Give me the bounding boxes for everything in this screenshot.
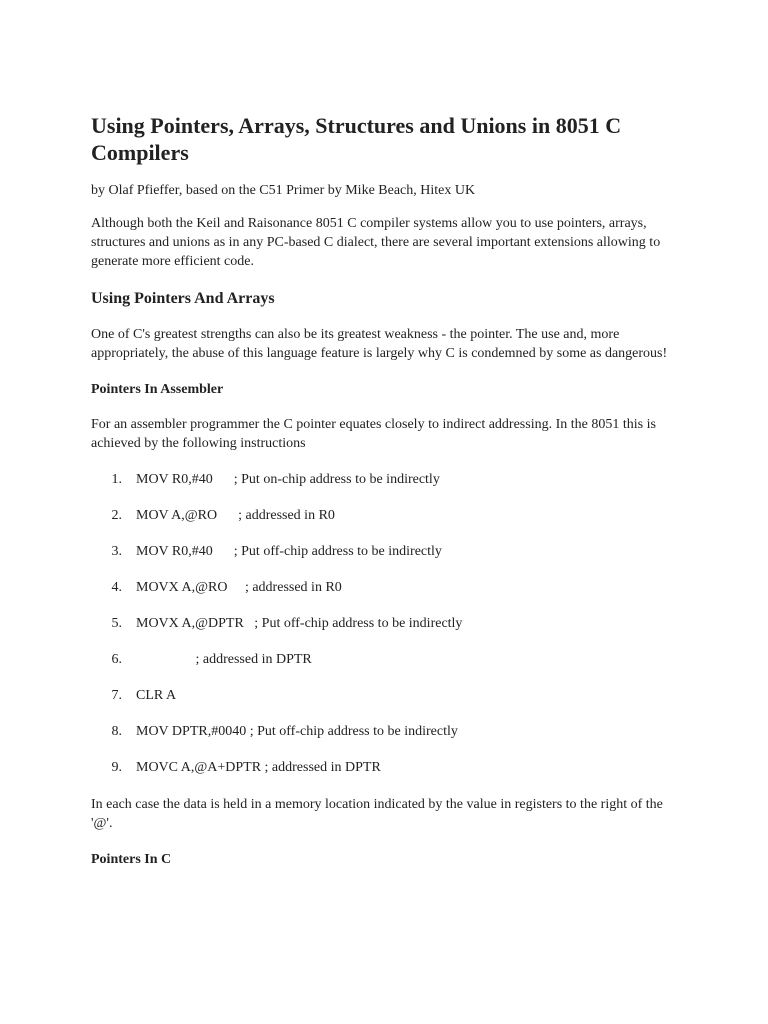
list-item [91,507,681,525]
list-text: MOVX A,@RO ; addressed in R0 [136,580,342,595]
section-paragraph: One of C's greatest strengths can also be its greatest weakness - the pointer. The use and, more appropriately, the abuse of this language feature is largely why C is condemned by some as dangerous! [91,327,668,361]
list-number: 7. [111,688,122,703]
list-item [91,615,681,633]
list-text: MOV A,@RO ; addressed in R0 [136,508,335,523]
list-number: 2. [111,508,122,523]
intro-paragraph: Although both the Keil and Raisonance 8051 C compiler systems allow you to use pointers, arrays, structures and unions as in any PC-based C dialect, there are several important extensions allowing to generate more efficient code. [91,216,661,269]
list-item [91,579,681,597]
list-text: MOV R0,#40 ; Put on-chip address to be indirectly [136,472,440,487]
list-text: MOV DPTR,#0040 ; Put off-chip address to be indirectly [136,724,458,739]
after-list-paragraph: In each case the data is held in a memory location indicated by the value in registers to the right of the '@'. [91,797,663,831]
list-item [91,651,681,669]
list-text: ; addressed in DPTR [136,652,312,667]
subsection-paragraph: For an assembler programmer the C pointer equates closely to indirect addressing. In the 8051 this is achieved by the following instructions [91,417,656,451]
list-number: 9. [111,760,122,775]
list-item [91,723,681,741]
list-number: 3. [111,544,122,559]
list-number: 1. [111,472,122,487]
list-number: 8. [111,724,122,739]
list-text: MOVX A,@DPTR ; Put off-chip address to be indirectly [136,616,463,631]
list-text: CLR A [136,688,177,703]
list-item [91,687,681,705]
instruction-list [91,471,681,777]
list-number: 6. [111,652,122,667]
list-number: 4. [111,580,122,595]
list-number: 5. [111,616,122,631]
list-item [91,471,681,489]
document-page [91,112,681,885]
byline: by Olaf Pfieffer, based on the C51 Primer by Mike Beach, Hitex UK [91,183,476,198]
list-item [91,759,681,777]
document-title: Using Pointers, Arrays, Structures and Unions in 8051 C Compilers [91,113,622,165]
subheading-pointers-assembler: Pointers In Assembler [91,382,224,397]
section-heading-pointers-arrays: Using Pointers And Arrays [91,290,275,307]
list-item [91,543,681,561]
list-text: MOV R0,#40 ; Put off-chip address to be indirectly [136,544,442,559]
list-text: MOVC A,@A+DPTR ; addressed in DPTR [136,760,381,775]
subheading-pointers-in-c: Pointers In C [91,852,172,867]
